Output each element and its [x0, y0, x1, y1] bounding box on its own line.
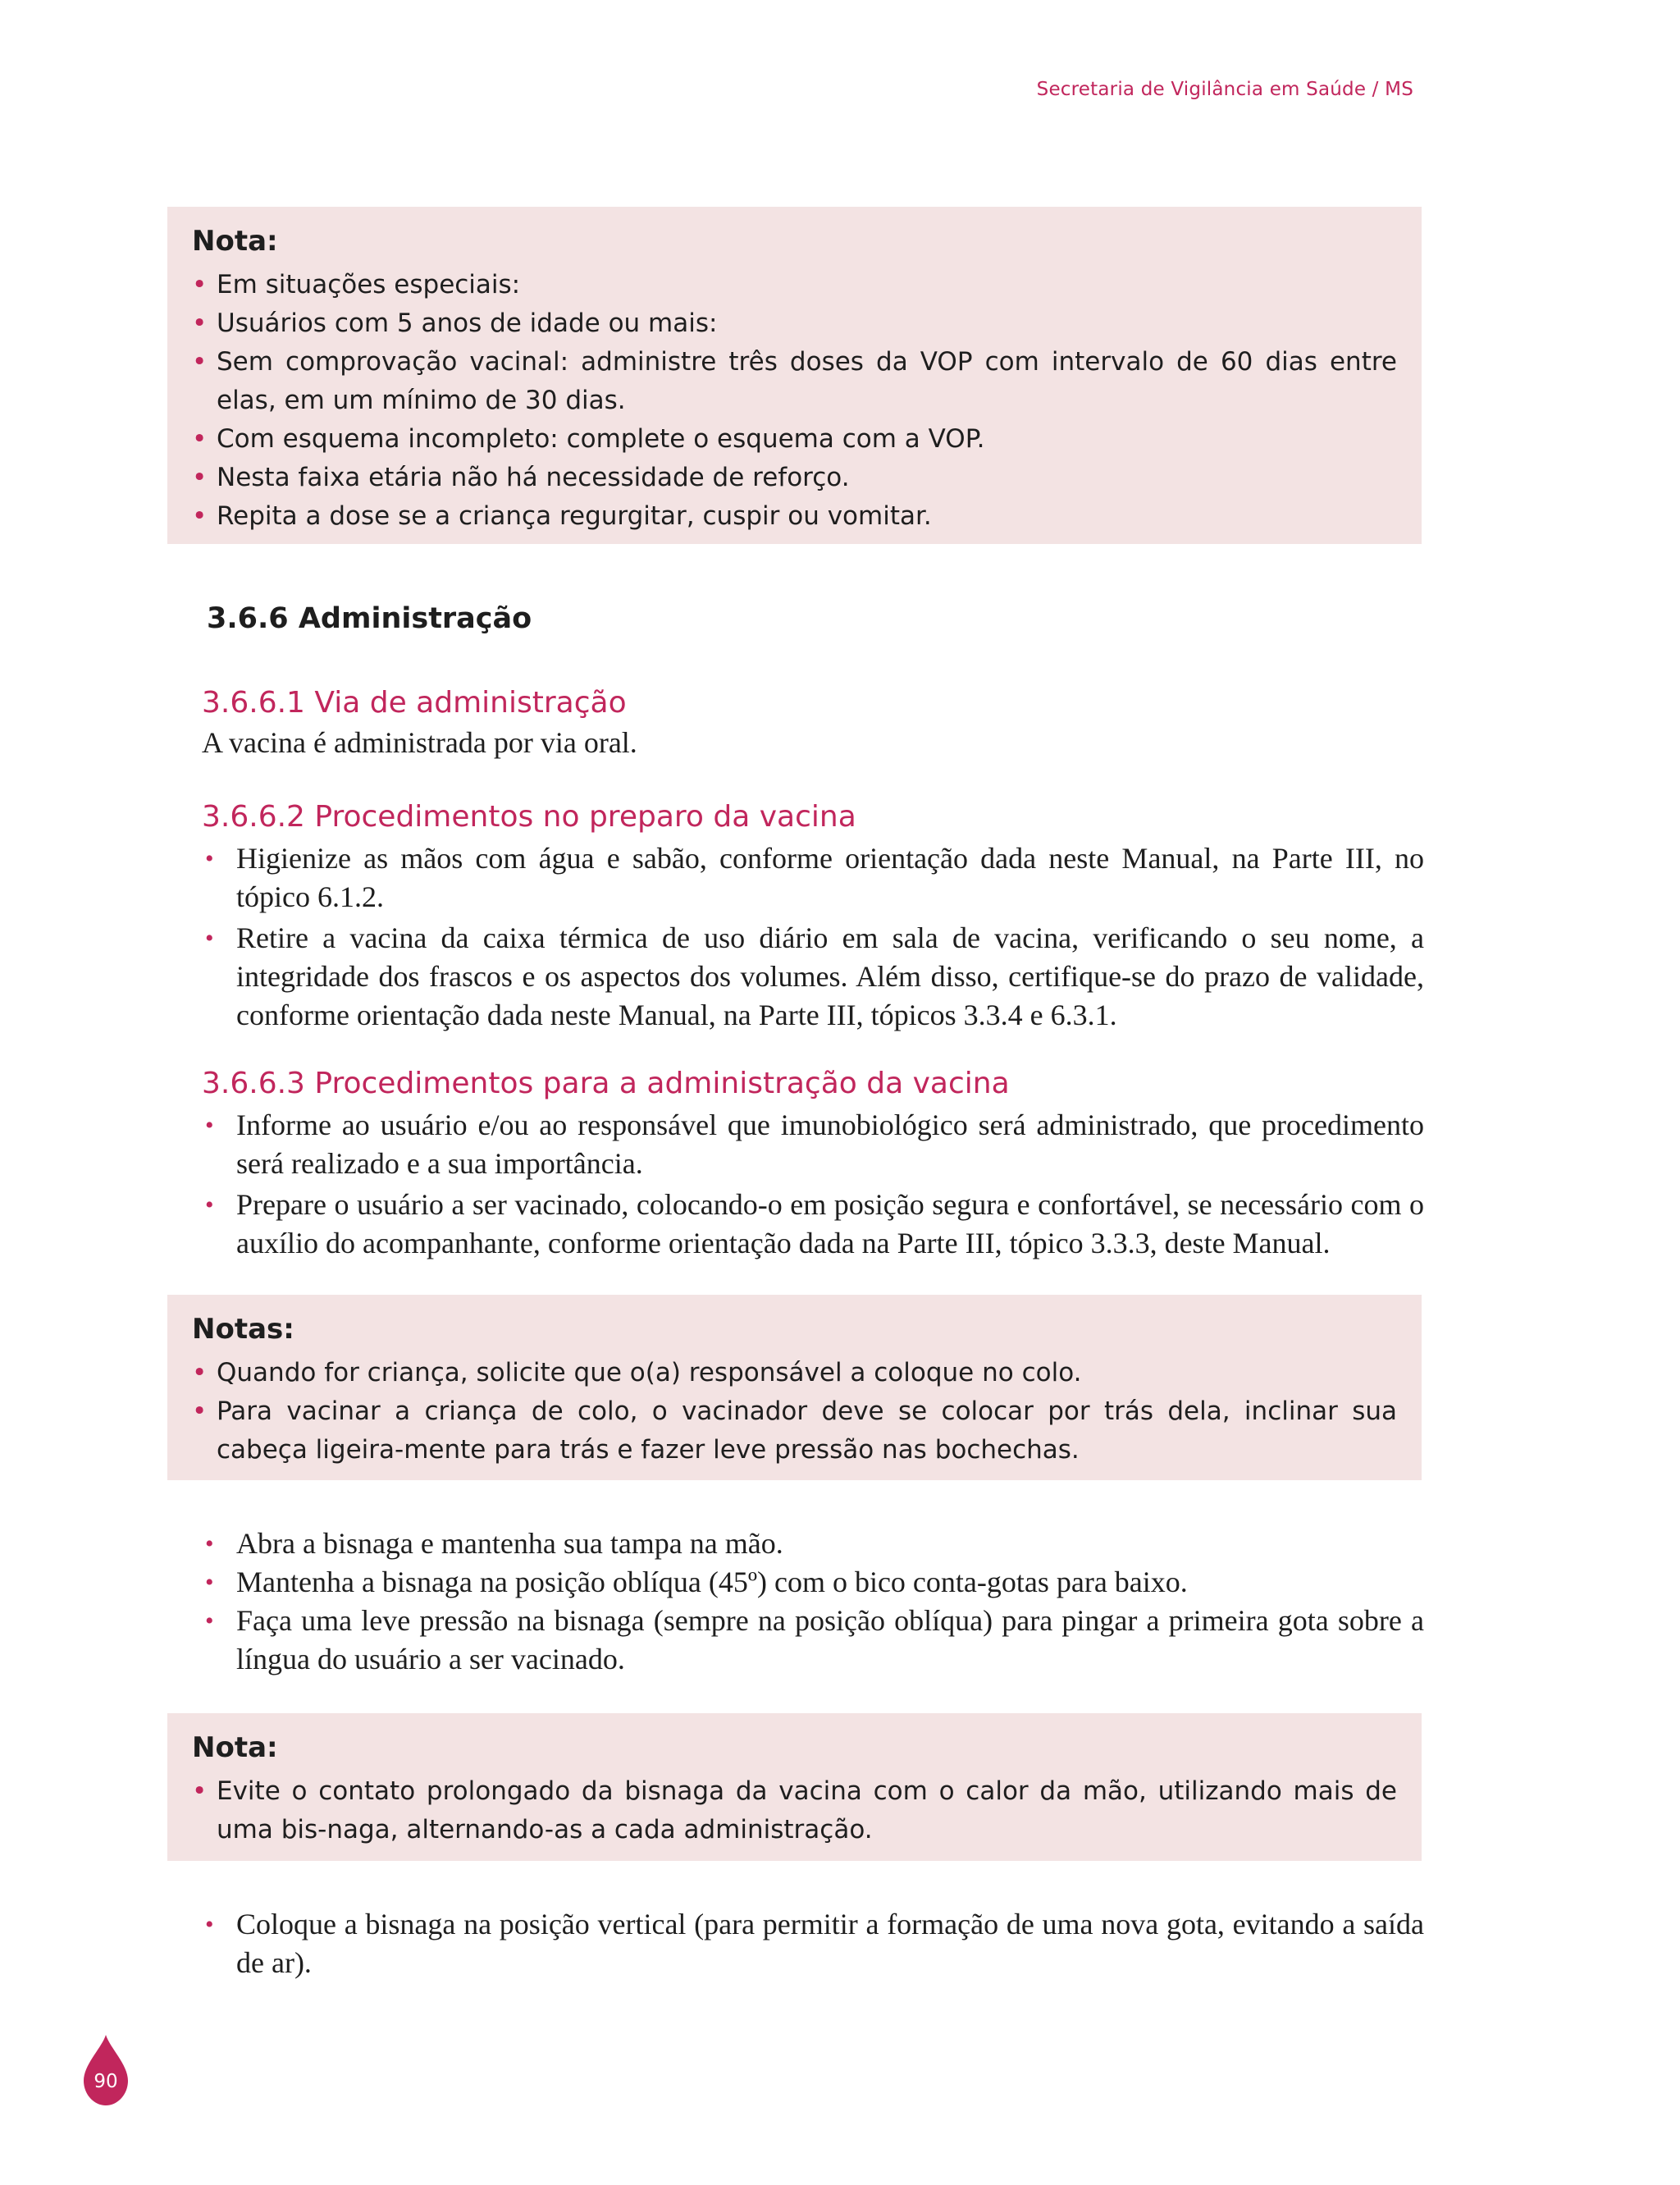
bullet-icon: • [205, 845, 214, 872]
bullet-icon: • [192, 1396, 208, 1426]
bullet-icon: • [192, 347, 208, 377]
bullet-icon: • [205, 925, 214, 952]
list-item: • Para vacinar a criança de colo, o vacinador deve se colocar por trás dela, inclinar sua cabeça ligeira-mente para trás e fazer leve pressão nas bochechas. [192, 1392, 1397, 1470]
list-item: • Faça uma leve pressão na bisnaga (sempre na posição oblíqua) para pingar a primeira gota sobre a língua do usuário a ser vacinado. [202, 1602, 1424, 1679]
list-item: • Em situações especiais: [192, 266, 1397, 304]
administracao-list [202, 1106, 1424, 1263]
bullet-icon: • [205, 1911, 214, 1938]
note-list [192, 1354, 1397, 1470]
bullet-icon: • [192, 1358, 208, 1387]
bullet-icon: • [205, 1569, 214, 1596]
list-item: • Nesta faixa etária não há necessidade de reforço. [192, 459, 1397, 497]
subsection-title-preparo: 3.6.6.2 Procedimentos no preparo da vacina [202, 800, 856, 834]
note-title: Nota: [192, 1731, 278, 1764]
bullet-icon: • [192, 270, 208, 299]
list-item: • Evite o contato prolongado da bisnaga da vacina com o calor da mão, utilizando mais de uma bis-naga, alternando-as a cada administração. [192, 1772, 1397, 1849]
note-box-3 [167, 1713, 1422, 1861]
running-header: Secretaria de Vigilância em Saúde / MS [1036, 79, 1413, 100]
note-title: Nota: [192, 225, 278, 258]
steps-list-2 [202, 1905, 1424, 1982]
bullet-icon: • [192, 501, 208, 531]
via-paragraph: A vacina é administrada por via oral. [202, 726, 637, 759]
page-number: 90 [94, 2071, 118, 2092]
bullet-icon: • [205, 1191, 214, 1218]
bullet-icon: • [205, 1607, 214, 1634]
preparo-list [202, 839, 1424, 1035]
list-item: • Usuários com 5 anos de idade ou mais: [192, 304, 1397, 343]
subsection-title-administracao: 3.6.6.3 Procedimentos para a administração da vacina [202, 1067, 1010, 1100]
bullet-icon: • [205, 1112, 214, 1139]
drop-icon [80, 2033, 131, 2107]
list-item: • Mantenha a bisnaga na posição oblíqua (45º) com o bico conta-gotas para baixo. [202, 1563, 1424, 1602]
note-title: Notas: [192, 1313, 294, 1346]
note-list [192, 266, 1397, 536]
steps-list-1 [202, 1524, 1424, 1679]
list-item: • Repita a dose se a criança regurgitar, cuspir ou vomitar. [192, 497, 1397, 536]
note-box-2 [167, 1295, 1422, 1480]
bullet-icon: • [192, 1776, 208, 1806]
list-item: • Higienize as mãos com água e sabão, conforme orientação dada neste Manual, na Parte III, no tópico 6.1.2. [202, 839, 1424, 917]
list-item: • Prepare o usuário a ser vacinado, colocando-o em posição segura e confortável, se necessário com o auxílio do acompanhante, conforme orientação dada na Parte III, tópico 3.3.3, deste Manual. [202, 1186, 1424, 1263]
list-item: • Com esquema incompleto: complete o esquema com a VOP. [192, 420, 1397, 459]
list-item: • Coloque a bisnaga na posição vertical (para permitir a formação de uma nova gota, evitando a saída de ar). [202, 1905, 1424, 1982]
list-item: • Sem comprovação vacinal: administre três doses da VOP com intervalo de 60 dias entre elas, em um mínimo de 30 dias. [192, 343, 1397, 420]
page-number-badge [80, 2033, 131, 2107]
bullet-icon: • [192, 463, 208, 492]
bullet-icon: • [205, 1530, 214, 1557]
list-item: • Retire a vacina da caixa térmica de uso diário em sala de vacina, verificando o seu nome, a integridade dos frascos e os aspectos dos volumes. Além disso, certifique-se do prazo de validade, conforme orientação dada neste Manual, na Parte III, tópicos 3.3.4 e 6.3.1. [202, 919, 1424, 1035]
bullet-icon: • [192, 424, 208, 454]
section-title: 3.6.6 Administração [207, 602, 532, 635]
subsection-title-via: 3.6.6.1 Via de administração [202, 686, 627, 720]
bullet-icon: • [192, 309, 208, 338]
note-list [192, 1772, 1397, 1849]
note-box-1 [167, 207, 1422, 544]
list-item: • Abra a bisnaga e mantenha sua tampa na mão. [202, 1524, 1424, 1563]
list-item: • Quando for criança, solicite que o(a) responsável a coloque no colo. [192, 1354, 1397, 1392]
list-item: • Informe ao usuário e/ou ao responsável que imunobiológico será administrado, que procedimento será realizado e a sua importância. [202, 1106, 1424, 1183]
